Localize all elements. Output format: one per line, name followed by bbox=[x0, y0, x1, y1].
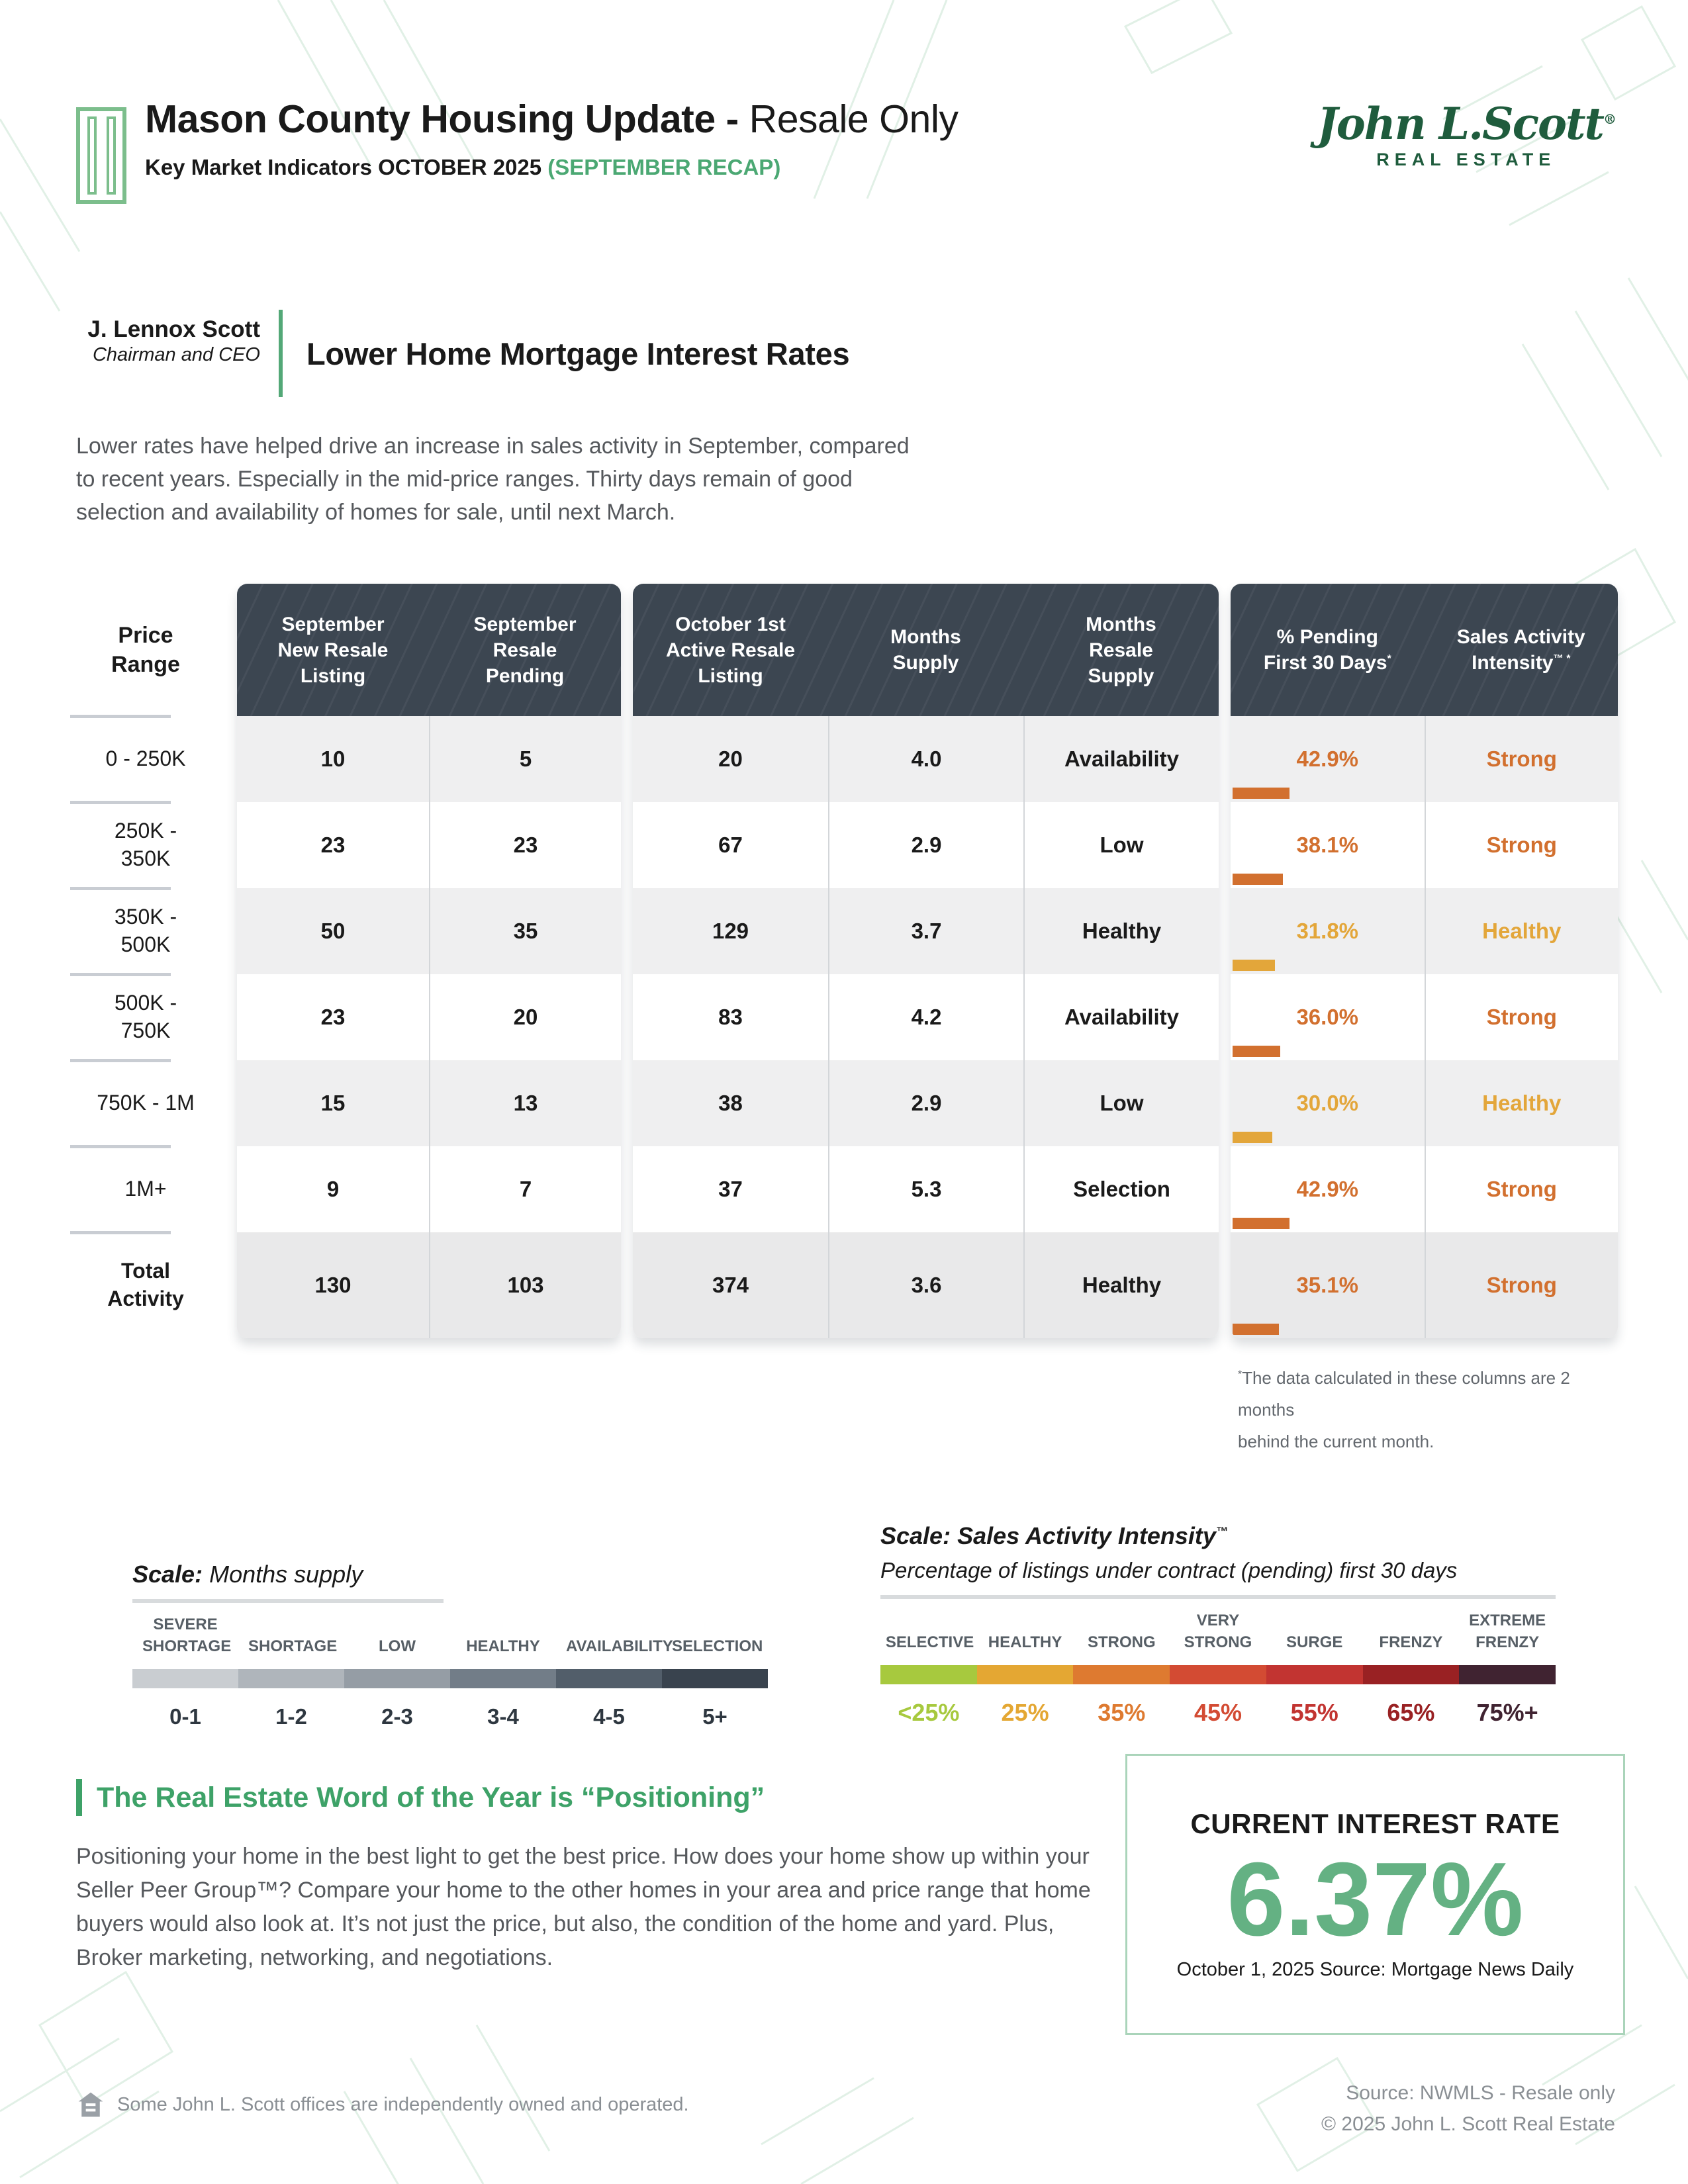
table-row bbox=[237, 716, 621, 802]
cell-pct-pending: 30.0% bbox=[1231, 1060, 1425, 1146]
table-row bbox=[1231, 1060, 1618, 1146]
scale-value: 0-1 bbox=[169, 1704, 201, 1729]
panel-september bbox=[237, 584, 621, 1338]
scale-value: 75%+ bbox=[1476, 1699, 1538, 1726]
table-row bbox=[1231, 802, 1618, 888]
cell-active: 37 bbox=[718, 1177, 743, 1201]
column-header-months-resale-supply: Months Resale Supply bbox=[1086, 613, 1156, 687]
word-of-year-paragraph: Positioning your home in the best light to get the best price. How does your home show up within your Seller Peer Group™? Compare your home to the other homes in your area and price range that home buyers would also look at. It’s not just the price, but also, the condition of the home and yard. Plus, Broker marketing, networking, and negotiations. bbox=[76, 1844, 1091, 1970]
scale-value: <25% bbox=[898, 1699, 960, 1726]
intensity-scale-title: Scale: Sales Activity Intensity™ bbox=[880, 1522, 1228, 1549]
panel-october-body bbox=[633, 716, 1219, 1338]
intensity-scale-values bbox=[880, 1690, 1556, 1736]
cell-pct-pending: 42.9% bbox=[1231, 1146, 1425, 1232]
table-row-total bbox=[1231, 1232, 1618, 1338]
scale-label: STRONG bbox=[1087, 1633, 1156, 1651]
green-accent-bar bbox=[76, 1779, 82, 1816]
panel-intensity-body bbox=[1231, 716, 1618, 1338]
scale-label: AVAILABILITY bbox=[566, 1637, 673, 1655]
footer-right bbox=[1321, 2078, 1615, 2140]
author-role: Chairman and CEO bbox=[92, 344, 260, 366]
price-range-label: 750K - 1M bbox=[66, 1060, 225, 1146]
table-row bbox=[633, 802, 1219, 888]
scale-bar-segment bbox=[344, 1669, 450, 1688]
intensity-scale-subtitle: Percentage of listings under contract (pending) first 30 days bbox=[880, 1558, 1458, 1582]
author-name: J. Lennox Scott bbox=[87, 316, 260, 342]
scale-label: EXTREME FRENZY bbox=[1469, 1612, 1546, 1651]
scale-value: 65% bbox=[1387, 1699, 1435, 1726]
cell-resale-supply: Selection bbox=[1023, 1146, 1219, 1232]
table-row bbox=[1231, 716, 1618, 802]
author-block bbox=[76, 310, 260, 397]
cell-resale-supply: Healthy bbox=[1023, 888, 1219, 974]
supply-scale-labels bbox=[132, 1608, 768, 1664]
cell-active: 129 bbox=[712, 919, 749, 943]
table-row-total bbox=[633, 1232, 1219, 1338]
intro-section bbox=[76, 310, 1069, 529]
scale-label: SHORTAGE bbox=[248, 1637, 338, 1655]
table-footnote bbox=[1238, 1362, 1622, 1457]
cell-active: 374 bbox=[712, 1273, 749, 1297]
door-bar bbox=[107, 116, 116, 195]
cell-intensity: Healthy bbox=[1425, 1060, 1618, 1146]
scale-value: 35% bbox=[1098, 1699, 1146, 1726]
cell-intensity: Strong bbox=[1425, 716, 1618, 802]
scale-bar-segment bbox=[1459, 1665, 1556, 1684]
panel-intensity bbox=[1231, 584, 1618, 1338]
footer-source: Source: NWMLS - Resale only bbox=[1346, 2082, 1615, 2104]
table-row bbox=[1231, 1146, 1618, 1232]
months-supply-scale bbox=[132, 1561, 768, 1740]
cell-intensity: Strong bbox=[1425, 1232, 1618, 1338]
price-range-label: 250K - 350K bbox=[66, 802, 225, 888]
scale-label: SELECTIVE bbox=[885, 1633, 974, 1651]
cell-pct-pending: 42.9% bbox=[1231, 716, 1425, 802]
scale-value: 55% bbox=[1290, 1699, 1338, 1726]
scale-value: 45% bbox=[1194, 1699, 1243, 1726]
table-row bbox=[633, 716, 1219, 802]
logo-text: John L.Scott bbox=[1317, 98, 1603, 150]
market-table bbox=[66, 584, 1618, 1338]
price-range-label: 0 - 250K bbox=[66, 716, 225, 802]
cell-new-listing: 15 bbox=[320, 1091, 346, 1115]
table-row bbox=[237, 888, 621, 974]
column-header-sales-intensity: Sales Activity Intensity™ * bbox=[1456, 626, 1585, 674]
footer-left bbox=[76, 2090, 689, 2119]
scale-bar-segment bbox=[880, 1665, 977, 1684]
cell-months-supply: 5.3 bbox=[828, 1146, 1023, 1232]
price-range-column bbox=[66, 584, 225, 1338]
cell-resale-supply: Availability bbox=[1023, 974, 1219, 1060]
registered-mark: ® bbox=[1603, 111, 1615, 127]
cell-intensity: Strong bbox=[1425, 974, 1618, 1060]
scale-value: 25% bbox=[1001, 1699, 1049, 1726]
scale-bar-segment bbox=[450, 1669, 556, 1688]
scale-bar-segment bbox=[662, 1669, 768, 1688]
scale-value: 5+ bbox=[702, 1704, 727, 1729]
supply-scale-title: Scale: Months supply bbox=[132, 1561, 363, 1588]
sales-intensity-scale bbox=[880, 1522, 1556, 1736]
panel-october-header bbox=[633, 584, 1219, 716]
scale-label: VERY STRONG bbox=[1184, 1612, 1252, 1651]
footer-copyright: © 2025 John L. Scott Real Estate bbox=[1321, 2113, 1615, 2135]
panel-september-body bbox=[237, 716, 621, 1338]
cell-months-supply: 3.7 bbox=[828, 888, 1023, 974]
panel-october bbox=[633, 584, 1219, 1338]
scale-bar-segment bbox=[132, 1669, 238, 1688]
pending-bar bbox=[1233, 1218, 1289, 1229]
scale-value: 3-4 bbox=[487, 1704, 519, 1729]
cell-resale-supply: Low bbox=[1023, 802, 1219, 888]
cell-pct-pending: 36.0% bbox=[1231, 974, 1425, 1060]
logo-wordmark bbox=[1317, 98, 1615, 150]
interest-rate-value: 6.37% bbox=[1227, 1841, 1524, 1958]
page-title bbox=[145, 99, 1317, 140]
scale-bar-segment bbox=[1266, 1665, 1363, 1684]
page-title-bold: Mason County Housing Update - bbox=[145, 97, 739, 141]
scale-value: 1-2 bbox=[275, 1704, 307, 1729]
cell-pending: 103 bbox=[429, 1232, 621, 1338]
table-row bbox=[237, 974, 621, 1060]
cell-resale-supply: Availability bbox=[1023, 716, 1219, 802]
panel-september-header bbox=[237, 584, 621, 716]
door-logo-icon bbox=[76, 107, 126, 204]
cell-pending: 20 bbox=[429, 974, 621, 1060]
scale-bar-segment bbox=[1363, 1665, 1460, 1684]
scale-label: HEALTHY bbox=[988, 1633, 1062, 1651]
cell-active: 67 bbox=[718, 833, 743, 857]
table-row-total bbox=[237, 1232, 621, 1338]
scale-label: SELECTION bbox=[672, 1637, 763, 1655]
word-of-year-heading-row bbox=[76, 1779, 1135, 1816]
cell-intensity: Healthy bbox=[1425, 888, 1618, 974]
table-row bbox=[237, 1146, 621, 1232]
intro-byline-row bbox=[76, 310, 1069, 397]
cell-months-supply: 2.9 bbox=[828, 802, 1023, 888]
pending-bar bbox=[1233, 788, 1289, 799]
current-interest-rate-card bbox=[1125, 1754, 1625, 2035]
scale-label: FRENZY bbox=[1379, 1633, 1443, 1651]
green-divider bbox=[279, 310, 283, 397]
cell-months-supply: 2.9 bbox=[828, 1060, 1023, 1146]
table-row bbox=[633, 888, 1219, 974]
scale-bar-segment bbox=[1170, 1665, 1266, 1684]
cell-resale-supply: Low bbox=[1023, 1060, 1219, 1146]
table-row bbox=[237, 1060, 621, 1146]
cell-new-listing: 50 bbox=[320, 919, 346, 943]
cell-new-listing: 23 bbox=[320, 1005, 346, 1029]
door-bar bbox=[87, 116, 97, 195]
footnote-asterisk: * bbox=[1238, 1369, 1243, 1381]
page-subtitle bbox=[145, 155, 1317, 180]
cell-pending: 35 bbox=[429, 888, 621, 974]
cell-months-supply: 3.6 bbox=[828, 1232, 1023, 1338]
column-header-months-supply: Months Supply bbox=[890, 626, 961, 674]
subtitle-black: Key Market Indicators OCTOBER 2025 bbox=[145, 154, 542, 179]
cell-resale-supply: Healthy bbox=[1023, 1232, 1219, 1338]
rate-card-caption: October 1, 2025 Source: Mortgage News Daily bbox=[1176, 1958, 1574, 1980]
supply-scale-values bbox=[132, 1694, 768, 1740]
cell-pending: 13 bbox=[429, 1060, 621, 1146]
table-row bbox=[1231, 974, 1618, 1060]
intensity-scale-rule bbox=[880, 1595, 1556, 1599]
column-header-new-resale: September New Resale Listing bbox=[277, 613, 389, 687]
scale-bar-segment bbox=[238, 1669, 344, 1688]
scale-label: LOW bbox=[379, 1637, 416, 1655]
table-row bbox=[633, 974, 1219, 1060]
word-of-year-heading: The Real Estate Word of the Year is “Positioning” bbox=[97, 1781, 765, 1813]
scale-value: 4-5 bbox=[593, 1704, 625, 1729]
scale-bar-segment bbox=[977, 1665, 1074, 1684]
price-range-header: Price Range bbox=[111, 622, 180, 677]
intensity-scale-bar bbox=[880, 1665, 1556, 1684]
cell-active: 38 bbox=[718, 1091, 743, 1115]
rate-card-title: CURRENT INTEREST RATE bbox=[1190, 1808, 1560, 1840]
supply-scale-bar bbox=[132, 1669, 768, 1688]
supply-scale-rule bbox=[132, 1599, 444, 1603]
scale-label: SURGE bbox=[1286, 1633, 1343, 1651]
intensity-scale-labels bbox=[880, 1604, 1556, 1660]
cell-active: 20 bbox=[718, 747, 743, 771]
cell-pct-pending: 38.1% bbox=[1231, 802, 1425, 888]
cell-new-listing: 23 bbox=[320, 833, 346, 857]
table-row bbox=[633, 1146, 1219, 1232]
cell-pct-pending: 31.8% bbox=[1231, 888, 1425, 974]
table-row bbox=[633, 1060, 1219, 1146]
pending-bar bbox=[1233, 1046, 1280, 1057]
footnote-line1: The data calculated in these columns are 2 months bbox=[1238, 1368, 1570, 1420]
table-row bbox=[237, 802, 621, 888]
footer-disclaimer: Some John L. Scott offices are independently owned and operated. bbox=[117, 2093, 689, 2115]
cell-active: 83 bbox=[718, 1005, 743, 1029]
scale-label: SEVERE SHORTAGE bbox=[142, 1615, 232, 1655]
cell-new-listing: 10 bbox=[320, 747, 346, 771]
cell-pending: 23 bbox=[429, 802, 621, 888]
footnote-line2: behind the current month. bbox=[1238, 1432, 1434, 1452]
page-title-light: Resale Only bbox=[749, 97, 959, 141]
column-header-active-listing: October 1st Active Resale Listing bbox=[665, 613, 796, 687]
pending-bar bbox=[1233, 874, 1283, 885]
cell-intensity: Strong bbox=[1425, 802, 1618, 888]
cell-new-listing: 130 bbox=[314, 1273, 352, 1297]
column-header-pct-pending: % Pending First 30 Days* bbox=[1263, 626, 1391, 674]
cell-intensity: Strong bbox=[1425, 1146, 1618, 1232]
john-l-scott-logo bbox=[1317, 98, 1615, 170]
cell-pending: 7 bbox=[429, 1146, 621, 1232]
word-of-year-section bbox=[76, 1779, 1135, 1975]
cell-months-supply: 4.0 bbox=[828, 716, 1023, 802]
intro-heading: Lower Home Mortgage Interest Rates bbox=[306, 336, 850, 371]
panel-intensity-header bbox=[1231, 584, 1618, 716]
equal-housing-icon bbox=[76, 2090, 105, 2119]
page-header bbox=[76, 99, 1615, 204]
scale-bar-segment bbox=[556, 1669, 662, 1688]
cell-new-listing: 9 bbox=[326, 1177, 340, 1201]
subtitle-recap: (SEPTEMBER RECAP) bbox=[547, 154, 781, 179]
cell-months-supply: 4.2 bbox=[828, 974, 1023, 1060]
scale-value: 2-3 bbox=[381, 1704, 413, 1729]
table-row bbox=[1231, 888, 1618, 974]
logo-real-estate: REAL ESTATE bbox=[1376, 150, 1556, 169]
scale-bar-segment bbox=[1073, 1665, 1170, 1684]
price-range-label: 1M+ bbox=[66, 1146, 225, 1232]
pending-bar bbox=[1233, 1324, 1279, 1335]
price-range-label: 500K - 750K bbox=[66, 974, 225, 1060]
column-header-resale-pending: September Resale Pending bbox=[473, 613, 577, 687]
pending-bar bbox=[1233, 1132, 1272, 1143]
price-range-label-total: Total Activity bbox=[66, 1232, 225, 1338]
cell-pending: 5 bbox=[429, 716, 621, 802]
price-range-label: 350K - 500K bbox=[66, 888, 225, 974]
cell-pct-pending: 35.1% bbox=[1231, 1232, 1425, 1338]
scale-label: HEALTHY bbox=[466, 1637, 540, 1655]
pending-bar bbox=[1233, 960, 1275, 971]
intro-paragraph: Lower rates have helped drive an increase in sales activity in September, compared to recent years. Especially in the mid-price ranges. Thirty days remain of good selection and availability of homes for sale, until next March. bbox=[76, 433, 910, 525]
header-titles bbox=[145, 99, 1317, 180]
